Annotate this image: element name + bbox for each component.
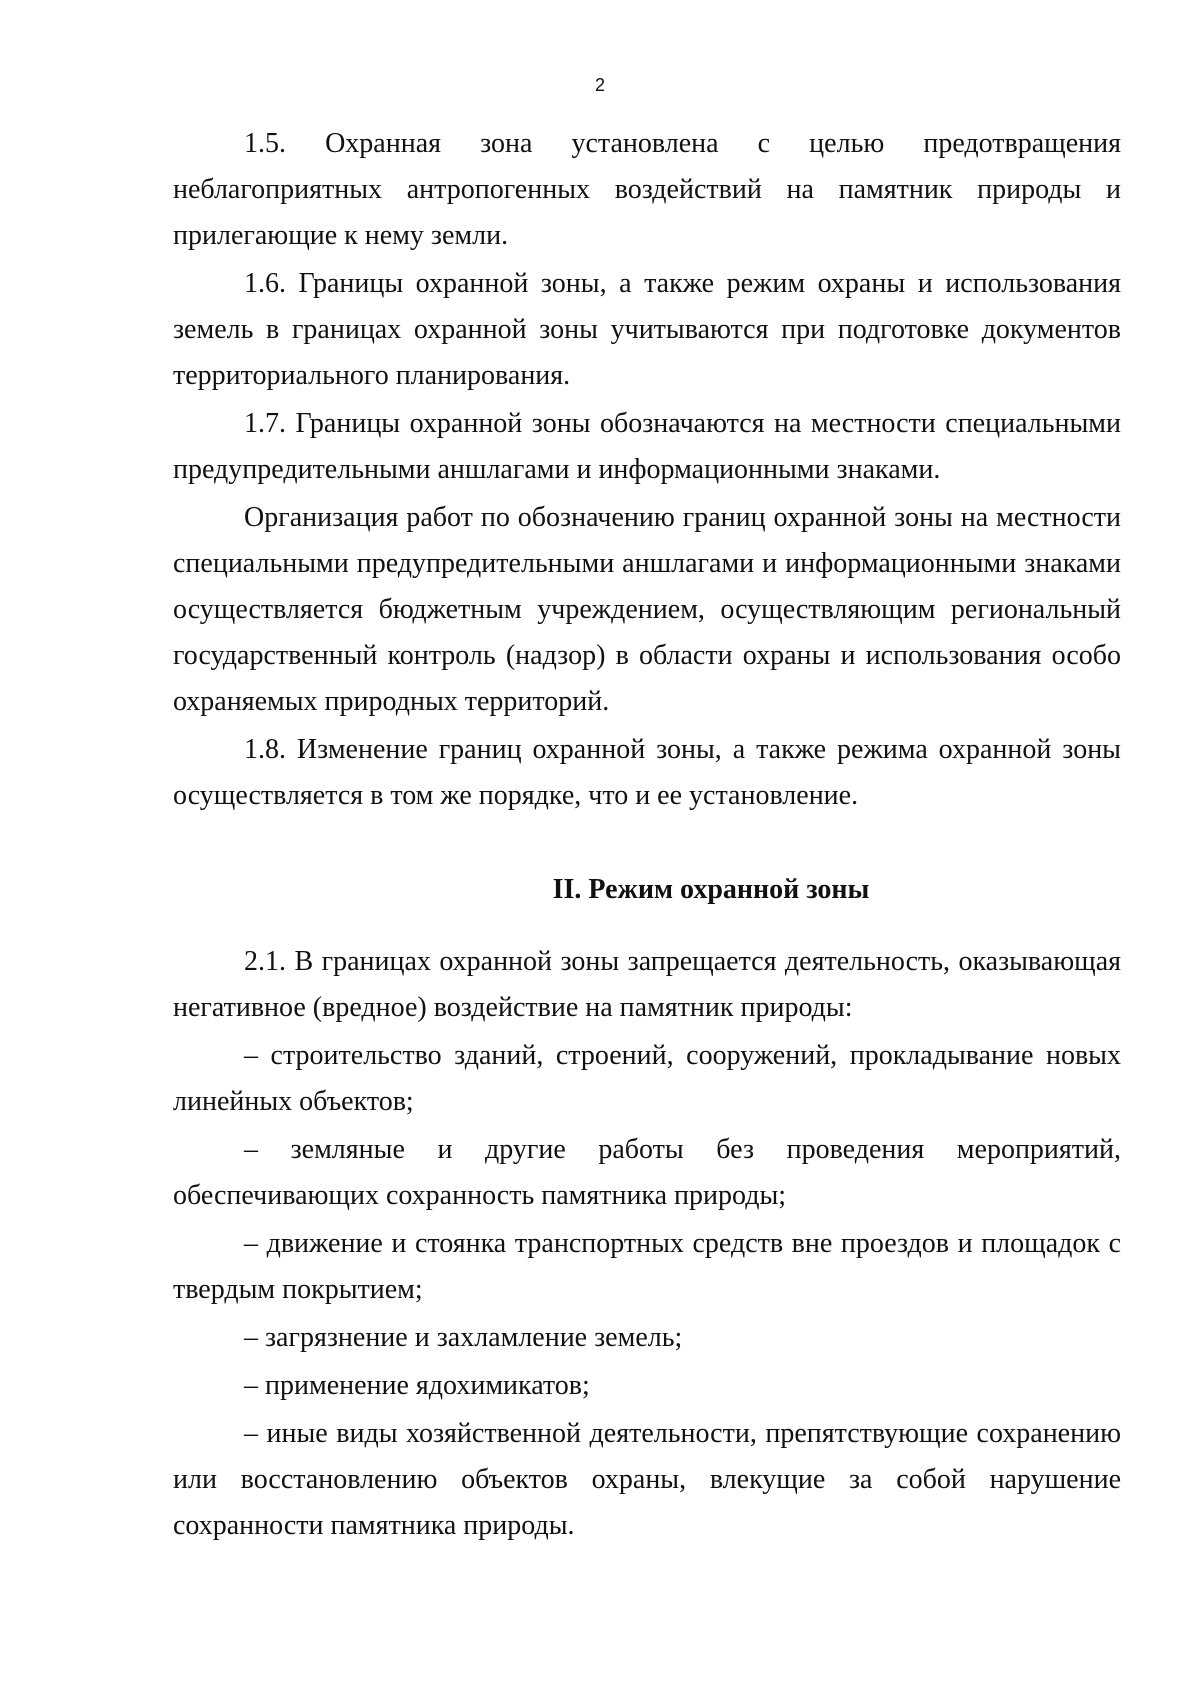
paragraph-1-5: 1.5. Охранная зона установлена с целью предотвращения неблагоприятных антропогенных воздействий на памятник природы и прилегающие к нему земли. [173, 128, 1121, 251]
list-item-other-activities: – иные виды хозяйственной деятельности, препятствующие сохранению или восстановлению объектов охраны, влекущие за собой нарушение сохранности памятника природы. [173, 1418, 1121, 1541]
paragraph-1-6: 1.6. Границы охранной зоны, а также режим охраны и использования земель в границах охранной зоны учитываются при подготовке документов территориального планирования. [173, 268, 1121, 391]
paragraph-1-7: 1.7. Границы охранной зоны обозначаются на местности специальными предупредительными аншлагами и информационными знаками. [173, 408, 1121, 485]
list-item-construction: – строительство зданий, строений, сооружений, прокладывание новых линейных объектов; [173, 1040, 1121, 1117]
list-item-pesticides: – применение ядохимикатов; [244, 1370, 590, 1401]
paragraph-2-1: 2.1. В границах охранной зоны запрещается деятельность, оказывающая негативное (вредное) воздействие на памятник природы: [173, 946, 1121, 1023]
list-item-vehicles: – движение и стоянка транспортных средств вне проездов и площадок с твердым покрытием; [173, 1228, 1121, 1305]
page-number: 2 [594, 75, 605, 95]
paragraph-1-8: 1.8. Изменение границ охранной зоны, а также режима охранной зоны осуществляется в том же порядке, что и ее установление. [173, 734, 1121, 811]
paragraph-organization: Организация работ по обозначению границ охранной зоны на местности специальными предупредительными аншлагами и информационными знаками осуществляется бюджетным учреждением, осуществляющим региональный государственный контроль (надзор) в области охраны и использования особо охраняемых природных территорий. [173, 502, 1121, 717]
section-title-regime: II. Режим охранной зоны [552, 874, 870, 905]
document-body [173, 121, 1121, 1549]
list-item-earthworks: – земляные и другие работы без проведения мероприятий, обеспечивающих сохранность памятника природы; [173, 1134, 1121, 1211]
list-item-pollution: – загрязнение и захламление земель; [244, 1322, 683, 1353]
